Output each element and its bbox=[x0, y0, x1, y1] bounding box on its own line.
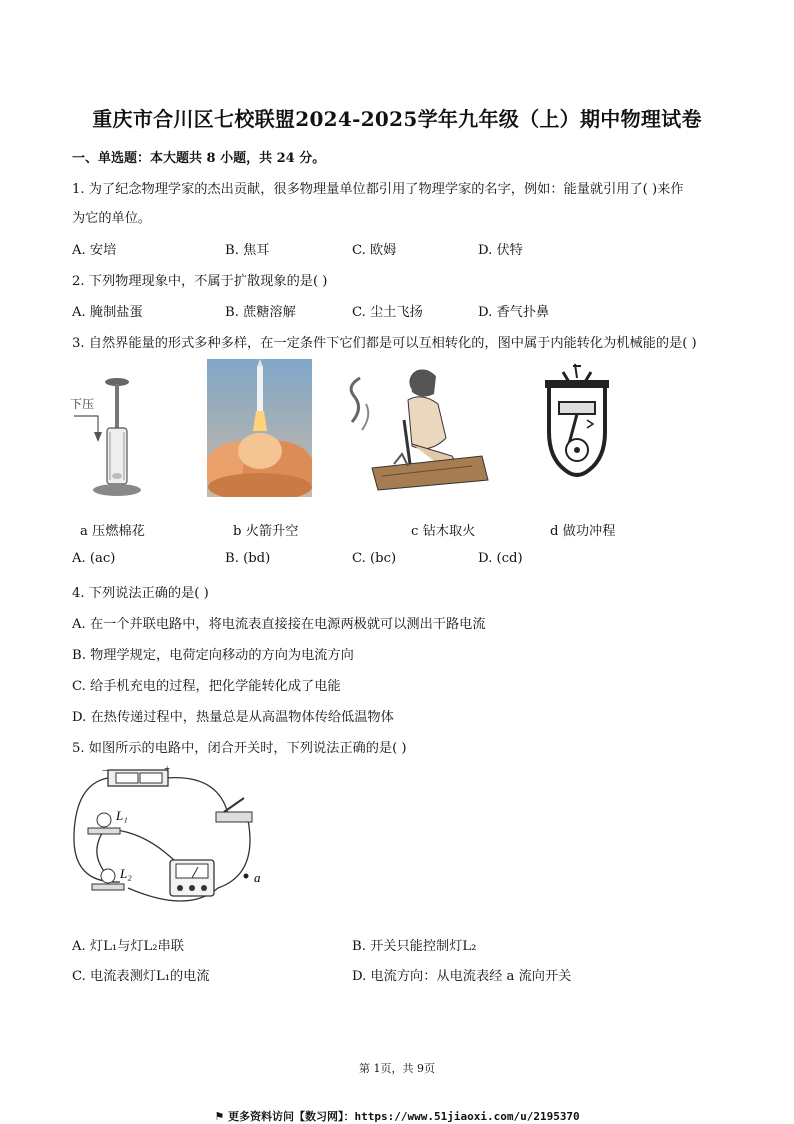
q2-option-c: C. 尘土飞扬 bbox=[352, 305, 423, 320]
q4-option-a: A. 在一个并联电路中，将电流表直接接在电源两极就可以测出干路电流 bbox=[72, 617, 486, 632]
q5-option-a: A. 灯L₁与灯L₂串联 bbox=[72, 939, 184, 954]
page-title: 重庆市合川区七校联盟2024-2025学年九年级（上）期中物理试卷 bbox=[92, 107, 702, 131]
fire-drill-figure bbox=[342, 360, 492, 498]
fire-syringe-figure bbox=[70, 372, 150, 502]
q3-option-a: A. (ac) bbox=[72, 551, 116, 566]
q5-option-c: C. 电流表测灯L₁的电流 bbox=[72, 969, 210, 984]
flag-icon: ⚑ bbox=[214, 1110, 229, 1123]
rocket-launch-figure bbox=[207, 359, 312, 497]
lamp-l2-label: L₂ bbox=[120, 866, 132, 881]
q3-option-c: C. (bc) bbox=[352, 551, 397, 566]
q4-option-b: B. 物理学规定，电荷定向移动的方向为电流方向 bbox=[72, 648, 354, 663]
q3-stem: 3. 自然界能量的形式多种多样，在一定条件下它们都是可以互相转化的，图中属于内能转化为机械能的是( ) bbox=[72, 336, 697, 351]
q1-option-b: B. 焦耳 bbox=[225, 243, 270, 258]
fig-d-caption: d 做功冲程 bbox=[550, 524, 616, 539]
lamp-l1-label: L₁ bbox=[116, 808, 128, 823]
battery-minus-label: − bbox=[102, 765, 109, 777]
q3-option-d: D. (cd) bbox=[478, 551, 523, 566]
point-a-label: a bbox=[254, 870, 261, 885]
q4-stem: 4. 下列说法正确的是( ) bbox=[72, 586, 209, 601]
q3-option-b: B. (bd) bbox=[225, 551, 271, 566]
q2-stem: 2. 下列物理现象中，不属于扩散现象的是( ) bbox=[72, 274, 328, 289]
q1-stem-line1: 1. 为了纪念物理学家的杰出贡献，很多物理量单位都引用了物理学家的名字，例如：能量就引用了( )来作 bbox=[72, 182, 684, 197]
fig-a-caption: a 压燃棉花 bbox=[80, 524, 145, 539]
promo-banner bbox=[0, 1108, 794, 1124]
q2-option-a: A. 腌制盐蛋 bbox=[72, 305, 143, 320]
q2-option-b: B. 蔗糖溶解 bbox=[225, 305, 296, 320]
q2-option-d: D. 香气扑鼻 bbox=[478, 305, 550, 320]
circuit-diagram bbox=[68, 764, 278, 924]
q5-stem: 5. 如图所示的电路中，闭合开关时，下列说法正确的是( ) bbox=[72, 741, 407, 756]
promo-text: 更多资料访问【数习网】：https://www.51jiaoxi.com/u/2195370 bbox=[228, 1110, 580, 1123]
page-footer: 第 1页，共 9页 bbox=[359, 1062, 435, 1075]
engine-power-stroke-figure bbox=[537, 362, 617, 498]
q1-stem-line2: 为它的单位。 bbox=[72, 211, 152, 226]
battery-plus-label: + bbox=[164, 764, 171, 775]
q4-option-c: C. 给手机充电的过程，把化学能转化成了电能 bbox=[72, 679, 341, 694]
q5-option-b: B. 开关只能控制灯L₂ bbox=[352, 939, 477, 954]
q5-option-d: D. 电流方向：从电流表经 a 流向开关 bbox=[352, 969, 572, 984]
fig-c-caption: c 钻木取火 bbox=[411, 524, 476, 539]
section-heading: 一、单选题：本大题共 8 小题，共 24 分。 bbox=[72, 151, 326, 166]
q1-option-a: A. 安培 bbox=[72, 243, 117, 258]
press-label: 下压 bbox=[70, 397, 95, 411]
q1-option-c: C. 欧姆 bbox=[352, 243, 397, 258]
q4-option-d: D. 在热传递过程中，热量总是从高温物体传给低温物体 bbox=[72, 710, 394, 725]
q1-option-d: D. 伏特 bbox=[478, 243, 523, 258]
fig-b-caption: b 火箭升空 bbox=[233, 524, 299, 539]
